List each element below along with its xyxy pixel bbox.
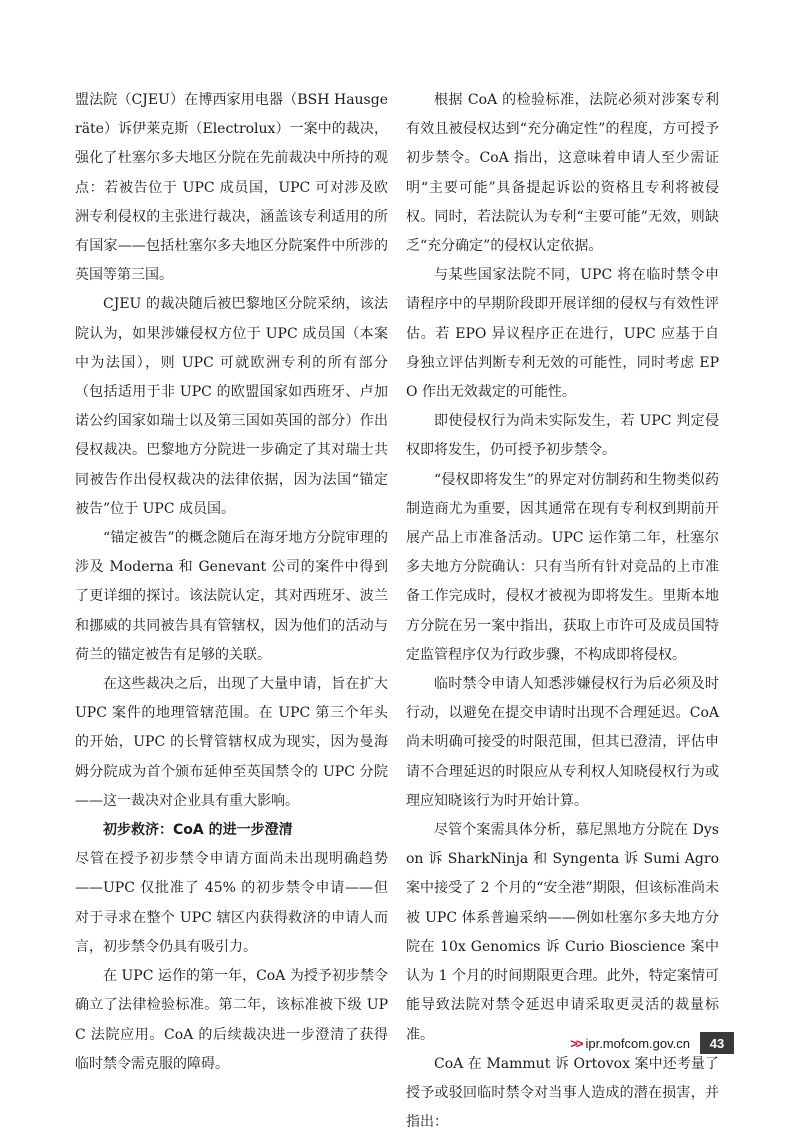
left-column	[75, 86, 388, 1079]
paragraph: CoA 在 Mammut 诉 Ortovox 案中还考量了授予或驳回临时禁令对当事人造成的潜在损害，并指出：	[406, 1055, 719, 1131]
page-number: 43	[700, 1032, 734, 1054]
paragraph: 与某些国家法院不同，UPC 将在临时禁令申请程序中的早期阶段即开展详细的侵权与有效性评估。若 EPO 异议程序正在进行，UPC 应基于自身独立评估判断专利无效的可能性，同时考虑 EPO 作出无效裁定的可能性。	[406, 267, 719, 401]
paragraph: 盟法院（CJEU）在博西家用电器（BSH Hausgeräte）诉伊莱克斯（Electrolux）一案中的裁决，强化了杜塞尔多夫地区分院在先前裁决中所持的观点：若被告位于 UPC 成员国，UPC 可对涉及欧洲专利侵权的主张进行裁决，涵盖该专利适用的所有国家——包括杜塞尔多夫地区分院案件中所涉的英国等第三国。	[75, 92, 388, 284]
right-column	[406, 86, 719, 1137]
double-chevron-icon: >>	[570, 1035, 582, 1051]
paragraph: “侵权即将发生”的界定对仿制药和生物类似药制造商尤为重要，因其通常在现有专利权到期前开展产品上市准备活动。UPC 运作第二年，杜塞尔多夫地方分院确认：只有当所有针对竞品的上市准备工作完成时，侵权才被视为即将发生。里斯本地方分院在另一案中指出，获取上市许可及成员国特定监管程序仅为行政步骤，不构成即将侵权。	[406, 471, 719, 663]
paragraph: CJEU 的裁决随后被巴黎地区分院采纳，该法院认为，如果涉嫌侵权方位于 UPC 成员国（本案中为法国），则 UPC 可就欧洲专利的所有部分（包括适用于非 UPC 的欧盟国家如西班牙、卢加诺公约国家如瑞士以及第三国如英国的部分）作出侵权裁决。巴黎地方分院进一步确定了其对瑞士共同被告作出侵权裁决的法律依据，因为法国“锚定被告”位于 UPC 成员国。	[75, 296, 388, 517]
paragraph: 在 UPC 运作的第一年，CoA 为授予初步禁令确立了法律检验标准。第二年，该标准被下级 UPC 法院应用。CoA 的后续裁决进一步澄清了获得临时禁令需克服的障碍。	[75, 968, 388, 1072]
page-footer	[570, 1030, 734, 1056]
section-heading: 初步救济：CoA 的进一步澄清	[103, 822, 293, 839]
paragraph: 临时禁令申请人知悉涉嫌侵权行为后必须及时行动，以避免在提交申请时出现不合理延迟。CoA 尚未明确可接受的时限范围，但其已澄清，评估申请不合理延迟的时限应从专利权人知晓侵权行为或理应知晓该行为时开始计算。	[406, 676, 719, 809]
paragraph: 根据 CoA 的检验标准，法院必须对涉案专利有效且被侵权达到“充分确定性”的程度，方可授予初步禁令。CoA 指出，这意味着申请人至少需证明“主要可能”具备提起诉讼的资格且专利将被侵权。同时，若法院认为专利“主要可能”无效，则缺乏“充分确定”的侵权认定依据。	[406, 92, 719, 255]
footer-url[interactable]: ipr.mofcom.gov.cn	[585, 1035, 690, 1051]
paragraph: “锚定被告”的概念随后在海牙地方分院审理的涉及 Moderna 和 Genevant 公司的案件中得到了更详细的探讨。该法院认定，其对西班牙、波兰和挪威的共同被告具有管辖权，因为他们的活动与荷兰的锚定被告有足够的关联。	[75, 530, 388, 663]
paragraph: 即使侵权行为尚未实际发生，若 UPC 判定侵权即将发生，仍可授予初步禁令。	[406, 413, 719, 459]
paragraph: 尽管在授予初步禁令申请方面尚未出现明确趋势——UPC 仅批准了 45% 的初步禁令申请——但对于寻求在整个 UPC 辖区内获得救济的申请人而言，初步禁令仍具有吸引力。	[75, 851, 388, 955]
paragraph: 尽管个案需具体分析，慕尼黑地方分院在 Dyson 诉 SharkNinja 和 Syngenta 诉 Sumi Agro 案中接受了 2 个月的“安全港”期限，但该标准尚未被 UPC 体系普遍采纳——例如杜塞尔多夫地方分院在 10x Genomics 诉 Curio Bioscience 案中认为 1 个月的时间期限更合理。此外，特定案情可能导致法院对禁令延迟申请采取更灵活的裁量标准。	[406, 822, 719, 1043]
paragraph: 在这些裁决之后，出现了大量申请，旨在扩大 UPC 案件的地理管辖范围。在 UPC 第三个年头的开始，UPC 的长臂管辖权成为现实，因为曼海姆分院成为首个颁布延伸至英国禁令的 UPC 分院——这一裁决对企业具有重大影响。	[75, 676, 388, 809]
